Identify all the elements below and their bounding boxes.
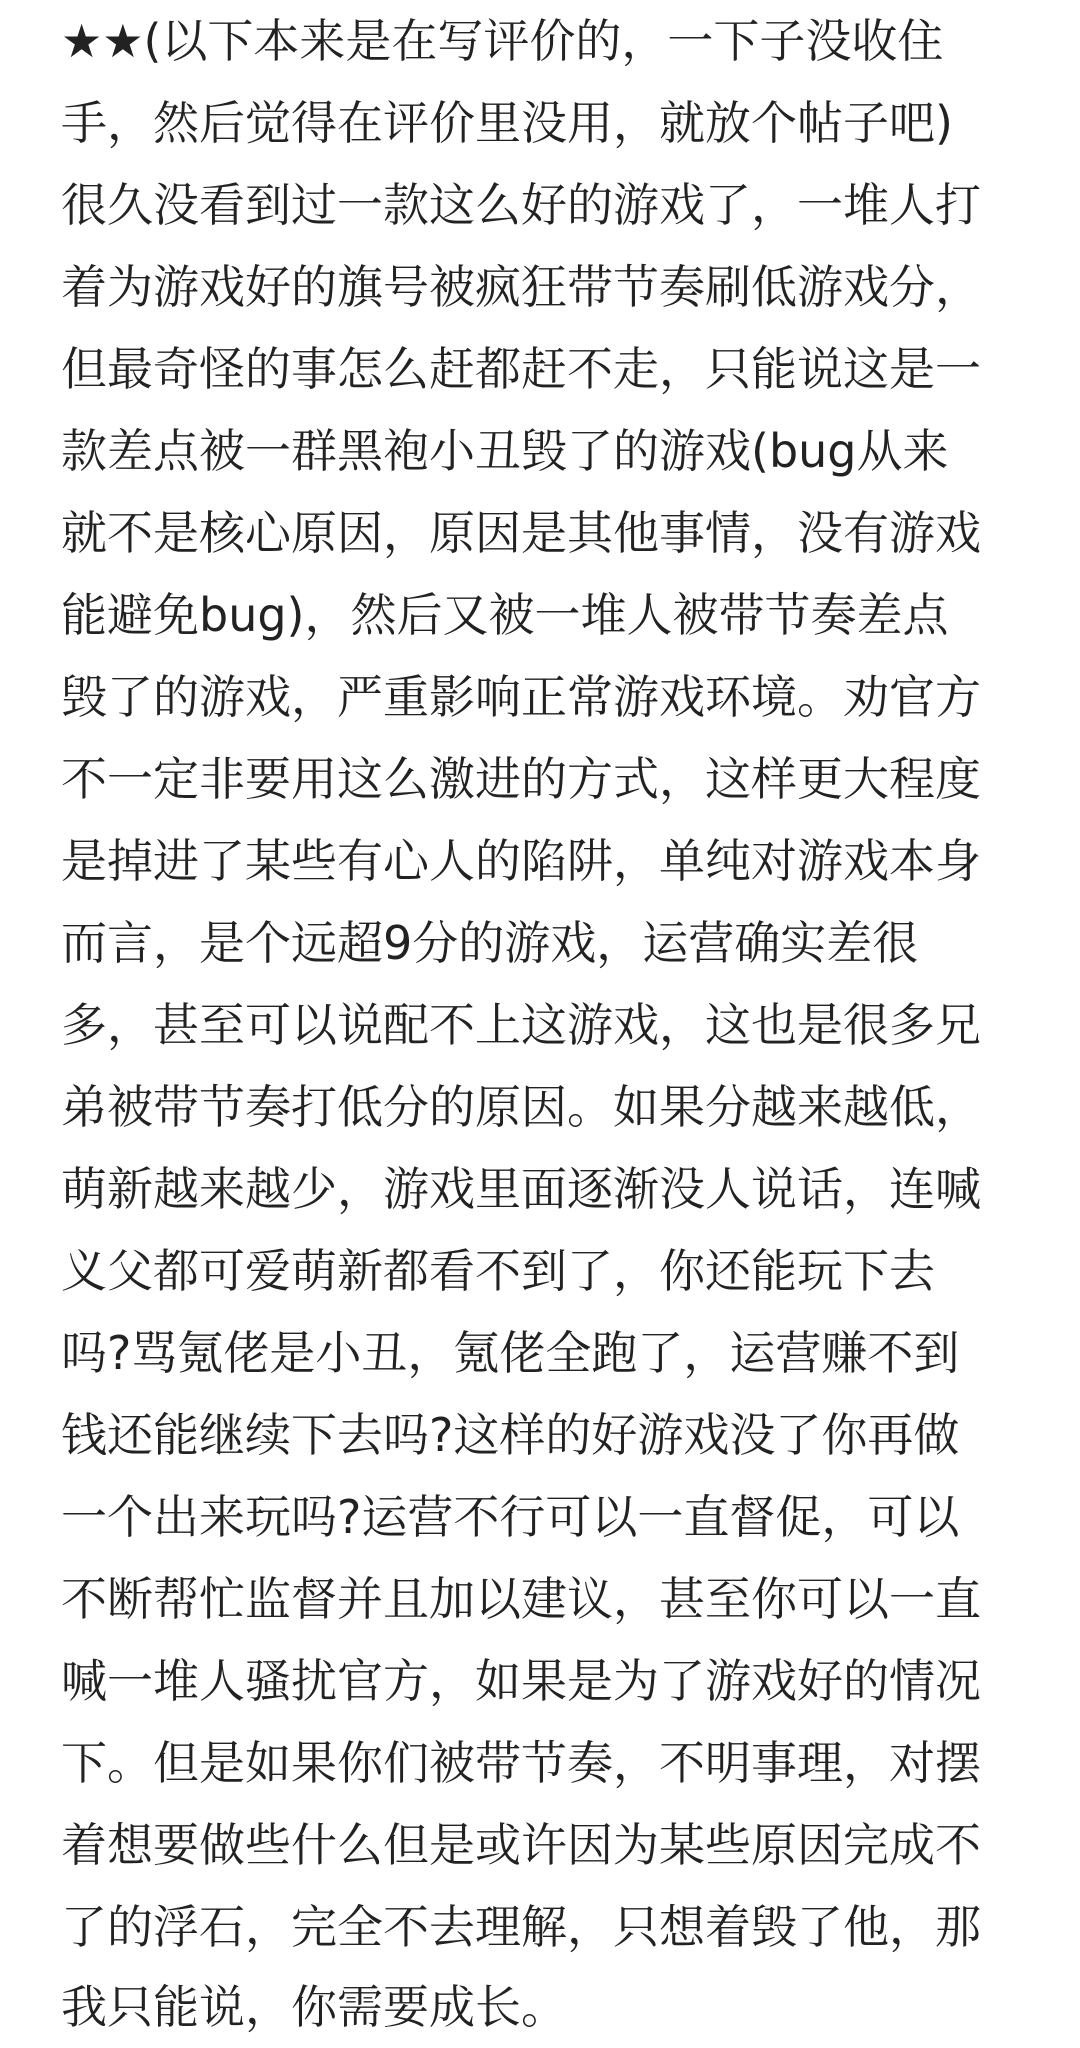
post-text-line: 一个出来玩吗?运营不行可以一直督促，可以 — [61, 1490, 960, 1544]
post-text-line: 钱还能继续下去吗?这样的好游戏没了你再做 — [61, 1408, 960, 1462]
post-text-line: 不一定非要用这么激进的方式，这样更大程度 — [61, 752, 981, 806]
post-text-line: 但最奇怪的事怎么赶都赶不走，只能说这是一 — [61, 342, 981, 396]
post-text-line: ★★(以下本来是在写评价的，一下子没收住 — [61, 14, 944, 68]
post-text-line: 就不是核心原因，原因是其他事情，没有游戏 — [61, 506, 981, 560]
post-text-line: 款差点被一群黑袍小丑毁了的游戏(bug从来 — [61, 424, 949, 478]
post-text-line: 弟被带节奏打低分的原因。如果分越来越低， — [61, 1080, 981, 1134]
post-text-line: 而言，是个远超9分的游戏，运营确实差很 — [61, 916, 919, 970]
post-text-line: 着为游戏好的旗号被疯狂带节奏刷低游戏分， — [61, 260, 981, 314]
post-text-line: 多，甚至可以说配不上这游戏，这也是很多兄 — [61, 998, 981, 1052]
post-text-line: 很久没看到过一款这么好的游戏了，一堆人打 — [61, 178, 981, 232]
post-text-line: 毁了的游戏，严重影响正常游戏环境。劝官方 — [61, 670, 981, 724]
post-text-line: 手，然后觉得在评价里没用，就放个帖子吧) — [61, 96, 953, 150]
post-text-line: 能避免bug)，然后又被一堆人被带节奏差点 — [61, 588, 949, 642]
post-text-line: 着想要做些什么但是或许因为某些原因完成不 — [61, 1818, 981, 1872]
post-text-line: 吗?骂氪佬是小丑，氪佬全跑了，运营赚不到 — [61, 1326, 960, 1380]
post-text-line: 喊一堆人骚扰官方，如果是为了游戏好的情况 — [61, 1654, 981, 1708]
post-text-line: 我只能说，你需要成长。 — [61, 1980, 567, 2034]
post-text-line: 不断帮忙监督并且加以建议，甚至你可以一直 — [61, 1572, 981, 1626]
post-text-line: 是掉进了某些有心人的陷阱，单纯对游戏本身 — [61, 834, 981, 888]
post-text-line: 下。但是如果你们被带节奏，不明事理，对摆 — [61, 1736, 981, 1790]
post-text-line: 了的浮石，完全不去理解，只想着毁了他，那 — [61, 1900, 981, 1954]
post-text-line: 义父都可爱萌新都看不到了，你还能玩下去 — [61, 1244, 935, 1298]
post-text-line: 萌新越来越少，游戏里面逐渐没人说话，连喊 — [61, 1162, 981, 1216]
